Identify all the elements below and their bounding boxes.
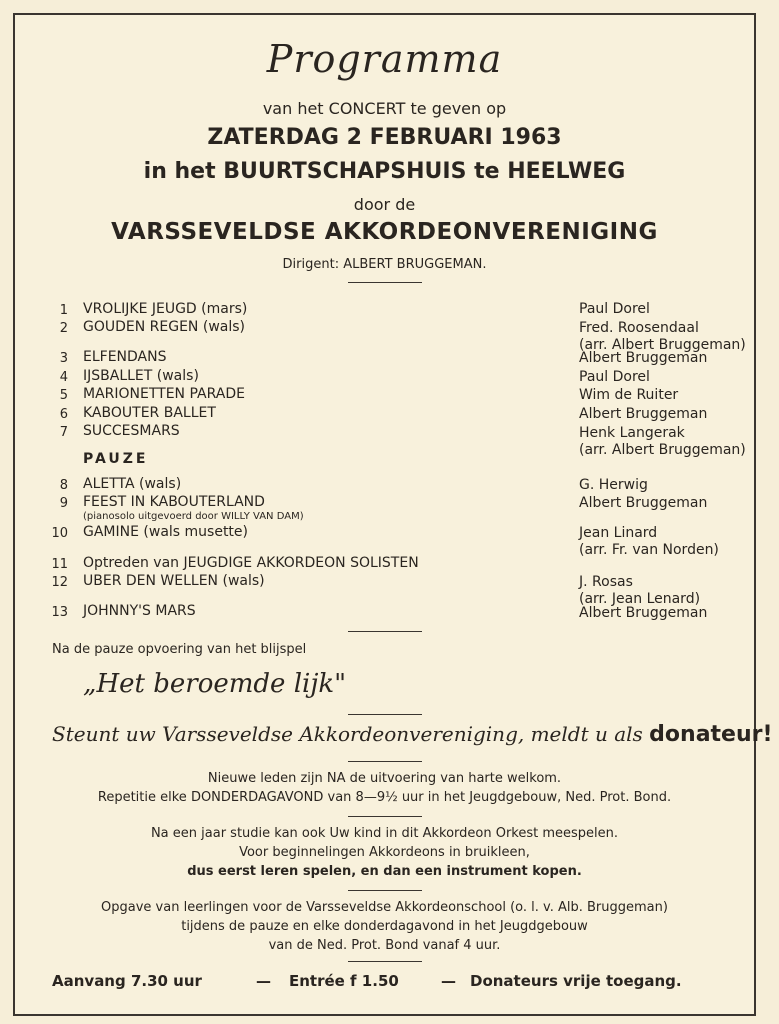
item-title: MARIONETTEN PARADE (83, 386, 245, 402)
item-title: FEEST IN KABOUTERLAND (83, 494, 265, 510)
item-title: GAMINE (wals musette) (83, 524, 248, 540)
after-pause-text: Na de pauze opvoering van het blijspel (52, 642, 307, 657)
item-arranger: (arr. Fr. van Norden) (579, 542, 719, 558)
conductor: Dirigent: ALBERT BRUGGEMAN. (282, 257, 487, 272)
item-number: 13 (51, 605, 68, 620)
item-composer: Fred. Roosendaal (579, 320, 699, 336)
play-title: „Het beroemde lijk" (83, 669, 347, 699)
item-title: KABOUTER BALLET (83, 405, 216, 421)
school-line-2: tijdens de pauze en elke donderdagavond in het Jeugdgebouw (181, 919, 588, 934)
item-title: ALETTA (wals) (83, 476, 182, 492)
divider (348, 961, 422, 962)
item-arranger: (arr. Jean Lenard) (579, 591, 701, 607)
item-number: 2 (59, 321, 68, 336)
item-title: Optreden van JEUGDIGE AKKORDEON SOLISTEN (83, 555, 419, 571)
item-number: 9 (59, 496, 68, 511)
concert-date: ZATERDAG 2 FEBRUARI 1963 (207, 125, 562, 150)
item-composer: Paul Dorel (579, 301, 650, 317)
item-composer: Albert Bruggeman (579, 406, 708, 422)
association-name: VARSSEVELDSE AKKORDEONVERENIGING (111, 219, 658, 245)
item-number: 5 (59, 388, 68, 403)
item-arranger: (arr. Albert Bruggeman) (579, 442, 746, 458)
item-title: VROLIJKE JEUGD (mars) (83, 301, 248, 317)
members-line-2: Repetitie elke DONDERDAGAVOND van 8—9½ uur in het Jeugdgebouw, Ned. Prot. Bond. (97, 790, 672, 805)
item-number: 10 (51, 526, 68, 541)
study-line-2: Voor beginnelingen Akkordeons in bruikleen, (239, 845, 530, 860)
item-number: 7 (59, 425, 68, 440)
item-composer: J. Rosas (579, 574, 633, 590)
school-line-3: van de Ned. Prot. Bond vanaf 4 uur. (268, 938, 501, 953)
divider (348, 631, 422, 632)
page-title: Programma (266, 37, 503, 81)
item-composer: Jean Linard (579, 525, 658, 541)
entry-price: Entrée f 1.50 (289, 972, 399, 990)
study-line-3: dus eerst leren spelen, en dan een instrument kopen. (187, 864, 582, 879)
support-text: Steunt uw Varsseveldse Akkordeonvereniging, meldt u als (52, 722, 643, 746)
item-composer: G. Herwig (579, 477, 648, 493)
pause-heading: PAUZE (83, 451, 149, 467)
item-title: IJSBALLET (wals) (83, 368, 199, 384)
members-line-1: Nieuwe leden zijn NA de uitvoering van harte welkom. (207, 771, 562, 786)
item-number: 12 (51, 575, 68, 590)
item-note: (pianosolo uitgevoerd door WILLY VAN DAM) (83, 511, 304, 522)
item-title: GOUDEN REGEN (wals) (83, 319, 245, 335)
item-composer: Wim de Ruiter (579, 387, 679, 403)
item-composer: Albert Bruggeman (579, 350, 708, 366)
divider (348, 282, 422, 283)
divider (348, 890, 422, 891)
support-emphasis: donateur! (649, 722, 773, 747)
donor-access: Donateurs vrije toegang. (470, 972, 682, 990)
item-number: 6 (59, 407, 68, 422)
separator: — (441, 972, 456, 990)
divider (348, 761, 422, 762)
start-time: Aanvang 7.30 uur (52, 972, 202, 990)
concert-venue: in het BUURTSCHAPSHUIS te HEELWEG (143, 159, 626, 184)
item-title: ELFENDANS (83, 349, 167, 365)
concert-intro: van het CONCERT te geven op (262, 99, 507, 118)
support-appeal (52, 722, 773, 747)
item-title: JOHNNY'S MARS (83, 603, 196, 619)
item-number: 1 (59, 303, 68, 318)
item-number: 8 (59, 478, 68, 493)
by-line: door de (353, 195, 416, 214)
divider (348, 816, 422, 817)
item-composer: Paul Dorel (579, 369, 650, 385)
item-number: 4 (59, 370, 68, 385)
divider (348, 714, 422, 715)
item-composer: Albert Bruggeman (579, 605, 708, 621)
item-composer: Albert Bruggeman (579, 495, 708, 511)
item-arranger: (arr. Albert Bruggeman) (579, 337, 746, 353)
school-line-1: Opgave van leerlingen voor de Varsseveldse Akkordeonschool (o. l. v. Alb. Bruggeman) (101, 900, 668, 915)
item-title: UBER DEN WELLEN (wals) (83, 573, 265, 589)
item-title: SUCCESMARS (83, 423, 180, 439)
item-number: 11 (51, 557, 68, 572)
item-number: 3 (59, 351, 68, 366)
program-sheet (13, 13, 773, 1016)
study-line-1: Na een jaar studie kan ook Uw kind in dit Akkordeon Orkest meespelen. (150, 826, 619, 841)
item-composer: Henk Langerak (579, 425, 685, 441)
separator: — (256, 972, 271, 990)
